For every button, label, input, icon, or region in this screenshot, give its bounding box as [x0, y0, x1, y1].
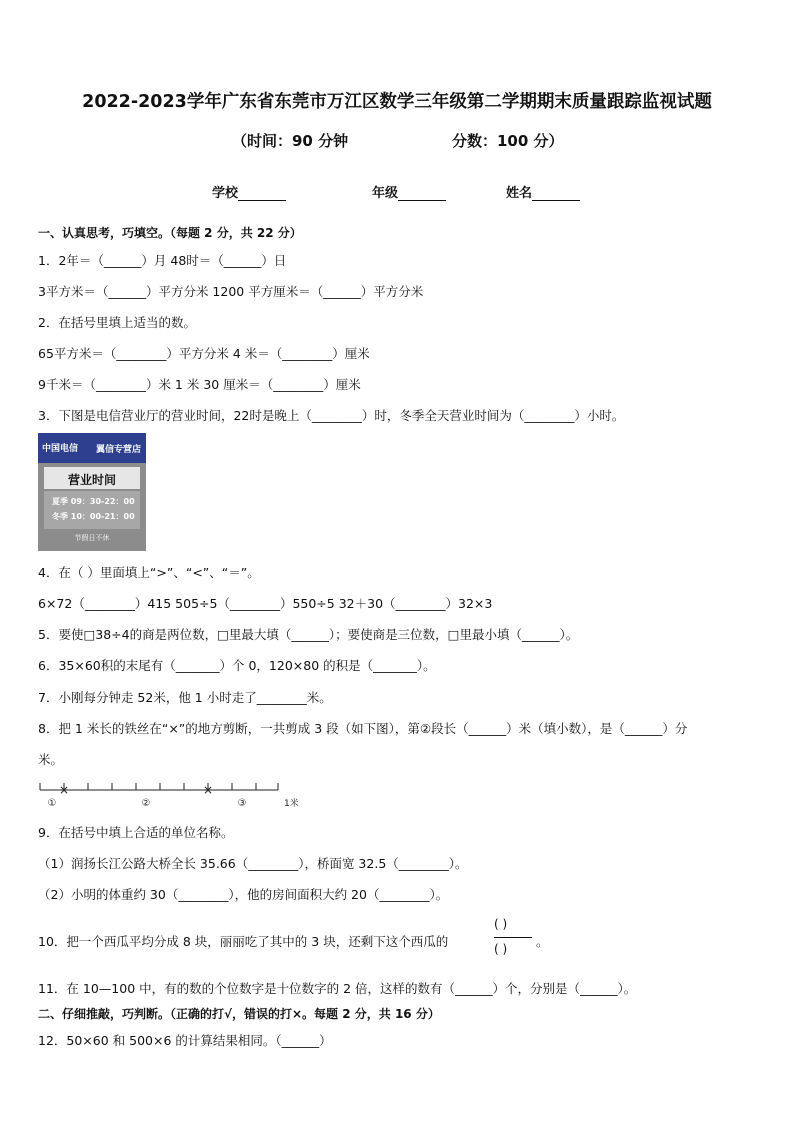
fraction-blank[interactable]	[490, 915, 534, 961]
summer-hours: 夏季 09：30-22：00	[52, 497, 135, 506]
fraction-numerator[interactable]: ( )	[494, 917, 508, 931]
store-name: 翼信专营店	[96, 445, 142, 455]
question-5: 5．要使□38÷4的商是两位数，□里最大填（______）；要使商是三位数，□里最小填（______）。	[38, 627, 579, 642]
question-2a: 65平方米＝（________）平方分米 4 米＝（________）厘米	[38, 346, 370, 361]
segment-label-3: ③	[237, 798, 247, 809]
school-blank[interactable]	[238, 186, 286, 201]
cut-mark-1: ×	[58, 783, 70, 797]
name-blank[interactable]	[532, 186, 580, 201]
winter-hours: 冬季 10：00-21：00	[52, 512, 135, 521]
sign-title-panel	[44, 467, 140, 489]
page-title: 2022-2023学年广东省东莞市万江区数学三年级第二学期期末质量跟踪监视试题	[82, 92, 712, 112]
wire-ruler-diagram	[36, 780, 299, 812]
sign-footer: 节假日不休	[74, 534, 110, 542]
section-2-heading: 二、仔细推敲，巧判断。（正确的打√，错误的打×。每题 2 分，共 16 分）	[38, 1007, 440, 1021]
question-4a: 6×72（________）415 505÷5（________）550÷5 32＋30（________）32×3	[38, 596, 493, 611]
ruler-end-label: 1米	[284, 799, 299, 809]
question-10: 10．把一个西瓜平均分成 8 块，丽丽吃了其中的 3 块，还剩下这个西瓜的	[38, 934, 449, 949]
question-3: 3．下图是电信营业厅的营业时间，22时是晚上（________）时，冬季全天营业时间为（________）小时。	[38, 408, 625, 423]
fraction-denominator[interactable]: ( )	[494, 942, 508, 956]
sign-header	[38, 433, 146, 463]
ruler-ticks	[40, 783, 278, 790]
question-10-end: 。	[536, 934, 549, 949]
question-2b: 9千米＝（________）米 1 米 30 厘米＝（________）厘米	[38, 377, 361, 392]
grade-label: 年级	[372, 186, 399, 201]
grade-field[interactable]	[372, 182, 446, 201]
question-8b: 米。	[38, 752, 64, 767]
grade-blank[interactable]	[398, 186, 446, 201]
question-8a: 8．把 1 米长的铁丝在“×”的地方剪断，一共剪成 3 段（如下图），第②段长（______）米（填小数），是（______）分	[38, 721, 688, 736]
school-field[interactable]	[212, 182, 286, 201]
question-4: 4．在（ ）里面填上“>”、“<”、“＝”。	[38, 565, 260, 580]
question-6: 6．35×60积的末尾有（_______）个 0，120×80 的积是（_______）。	[38, 658, 436, 673]
name-label: 姓名	[506, 186, 533, 201]
segment-label-1: ①	[47, 798, 57, 809]
cut-mark-2: ×	[202, 783, 214, 797]
fraction-bar	[494, 937, 532, 938]
school-label: 学校	[212, 186, 239, 201]
total-score: 分数：100 分）	[452, 132, 564, 150]
question-1a: 1．2年＝（______）月 48时＝（______）日	[38, 253, 287, 268]
question-7: 7．小刚每分钟走 52米，他 1 小时走了________米。	[38, 690, 332, 705]
question-9b: （2）小明的体重约 30（________），他的房间面积大约 20（________）。	[38, 887, 449, 902]
question-11: 11．在 10—100 中，有的数的个位数字是十位数字的 2 倍，这样的数有（______）个，分别是（______）。	[38, 981, 637, 996]
question-12: 12．50×60 和 500×6 的计算结果相同。（______）	[38, 1033, 332, 1048]
question-9a: （1）润扬长江公路大桥全长 35.66（________），桥面宽 32.5（________）。	[38, 856, 468, 871]
question-1b: 3平方米＝（______）平方分米 1200 平方厘米＝（______）平方分米	[38, 284, 424, 299]
business-hours-sign	[38, 433, 146, 551]
sign-title: 营业时间	[67, 473, 116, 487]
name-field[interactable]	[506, 182, 580, 201]
section-1-heading: 一、认真思考，巧填空。（每题 2 分，共 22 分）	[38, 226, 302, 240]
question-2: 2．在括号里填上适当的数。	[38, 315, 196, 330]
time-limit: （时间：90 分钟	[232, 132, 349, 150]
segment-label-2: ②	[141, 798, 151, 809]
sign-hours-panel	[44, 491, 140, 529]
question-9: 9．在括号中填上合适的单位名称。	[38, 825, 234, 840]
telecom-logo: 中国电信	[42, 444, 79, 454]
